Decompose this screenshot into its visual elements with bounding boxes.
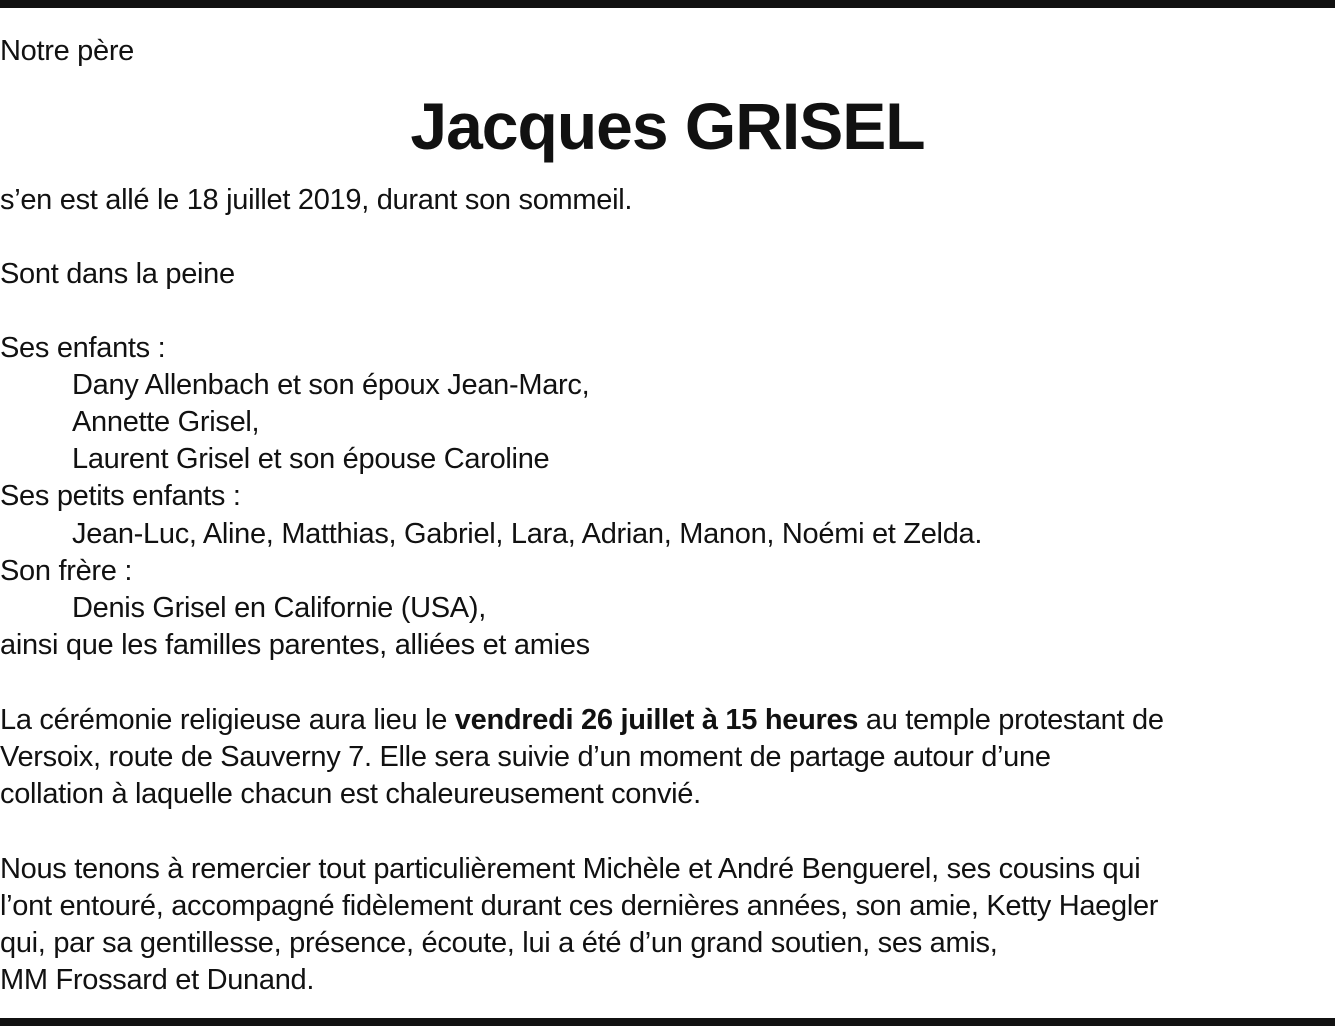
brother-name: Denis Grisel en Californie (USA), — [72, 592, 486, 624]
passing-text: s’en est allé le 18 juillet 2019, durant son sommeil. — [0, 184, 633, 216]
grandchildren-label: Ses petits enfants : — [0, 480, 241, 512]
child-name: Annette Grisel, — [72, 406, 260, 438]
ceremony-line-1 — [0, 702, 1164, 738]
ceremony-place-start: au temple protestant de — [858, 704, 1164, 736]
ceremony-line-2: Versoix, route de Sauverny 7. Elle sera suivie d’un moment de partage autour d’une — [0, 741, 1051, 773]
mourners-heading: Sont dans la peine — [0, 258, 235, 290]
thanks-line: MM Frossard et Dunand. — [0, 964, 315, 996]
child-name: Laurent Grisel et son épouse Caroline — [72, 443, 550, 475]
deceased-name: Jacques GRISEL — [410, 89, 925, 163]
thanks-line: l’ont entouré, accompagné fidèlement durant ces dernières années, son amie, Ketty Haegler — [0, 890, 1159, 922]
thanks-line: Nous tenons à remercier tout particulièrement Michèle et André Benguerel, ses cousins qui — [0, 853, 1141, 885]
ceremony-date-time: vendredi 26 juillet à 15 heures — [454, 704, 859, 736]
ceremony-line-3: collation à laquelle chacun est chaleureusement convié. — [0, 778, 701, 810]
families-text: ainsi que les familles parentes, alliées et amies — [0, 629, 590, 661]
children-label: Ses enfants : — [0, 332, 166, 364]
ceremony-intro: La cérémonie religieuse aura lieu le — [0, 704, 455, 736]
thanks-line: qui, par sa gentillesse, présence, écoute, lui a été d’un grand soutien, ses amis, — [0, 927, 998, 959]
brother-label: Son frère : — [0, 555, 133, 587]
top-border-rule — [0, 0, 1335, 8]
intro-text: Notre père — [0, 35, 135, 67]
grandchildren-names: Jean-Luc, Aline, Matthias, Gabriel, Lara, Adrian, Manon, Noémi et Zelda. — [72, 518, 983, 550]
child-name: Dany Allenbach et son époux Jean-Marc, — [72, 369, 590, 401]
bottom-border-rule — [0, 1018, 1335, 1026]
